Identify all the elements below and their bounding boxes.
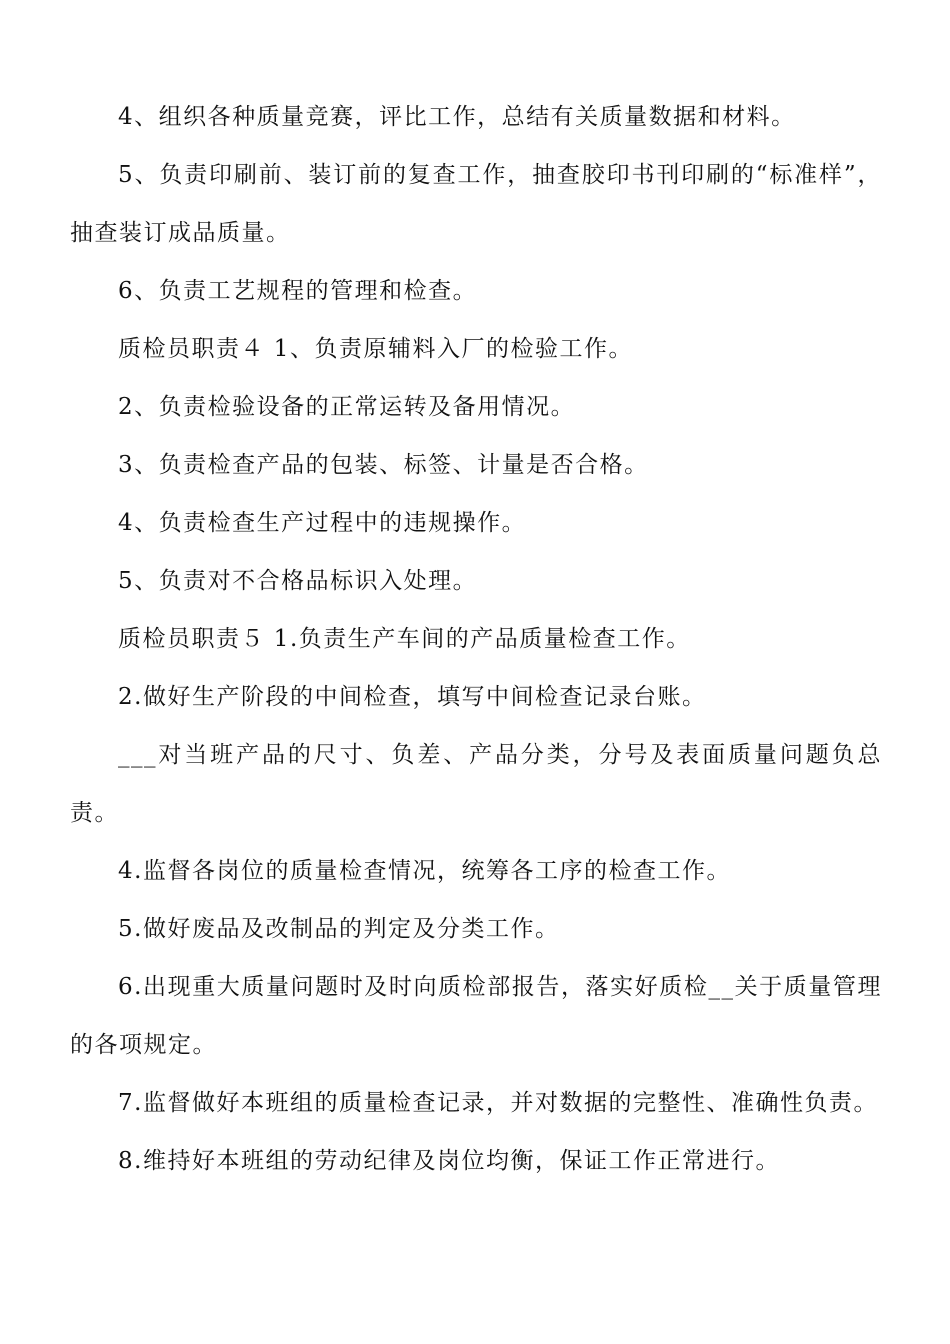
paragraph-2: 5、负责印刷前、装订前的复查工作，抽查胶印书刊印刷的“标准样”，抽查装订成品质量。 xyxy=(70,162,882,246)
paragraph-10: 2.做好生产阶段的中间检查，填写中间检查记录台账。 xyxy=(118,684,707,710)
paragraph-14: 6.出现重大质量问题时及时向质检部报告，落实好质检__关于质量管理的各项规定。 xyxy=(70,974,882,1058)
paragraph-11: ___对当班产品的尺寸、负差、产品分类，分号及表面质量问题负总责。 xyxy=(70,742,882,826)
paragraph-3: 6、负责工艺规程的管理和检查。 xyxy=(118,278,478,304)
document-body xyxy=(70,88,882,1190)
paragraph-12: 4.监督各岗位的质量检查情况，统筹各工序的检查工作。 xyxy=(118,858,731,884)
paragraph-1: 4、组织各种质量竞赛，评比工作，总结有关质量数据和材料。 xyxy=(118,104,796,130)
paragraph-13: 5.做好废品及改制品的判定及分类工作。 xyxy=(118,916,560,942)
paragraph-9: 质检员职责５ 1.负责生产车间的产品质量检查工作。 xyxy=(118,626,691,652)
paragraph-6: 3、负责检查产品的包装、标签、计量是否合格。 xyxy=(118,452,649,478)
paragraph-16: 8.维持好本班组的劳动纪律及岗位均衡，保证工作正常进行。 xyxy=(118,1148,780,1174)
paragraph-15: 7.监督做好本班组的质量检查记录，并对数据的完整性、准确性负责。 xyxy=(118,1090,878,1116)
paragraph-4: 质检员职责４ 1、负责原辅料入厂的检验工作。 xyxy=(118,336,633,362)
paragraph-7: 4、负责检查生产过程中的违规操作。 xyxy=(118,510,527,536)
paragraph-8: 5、负责对不合格品标识入处理。 xyxy=(118,568,478,594)
paragraph-5: 2、负责检验设备的正常运转及备用情况。 xyxy=(118,394,576,420)
